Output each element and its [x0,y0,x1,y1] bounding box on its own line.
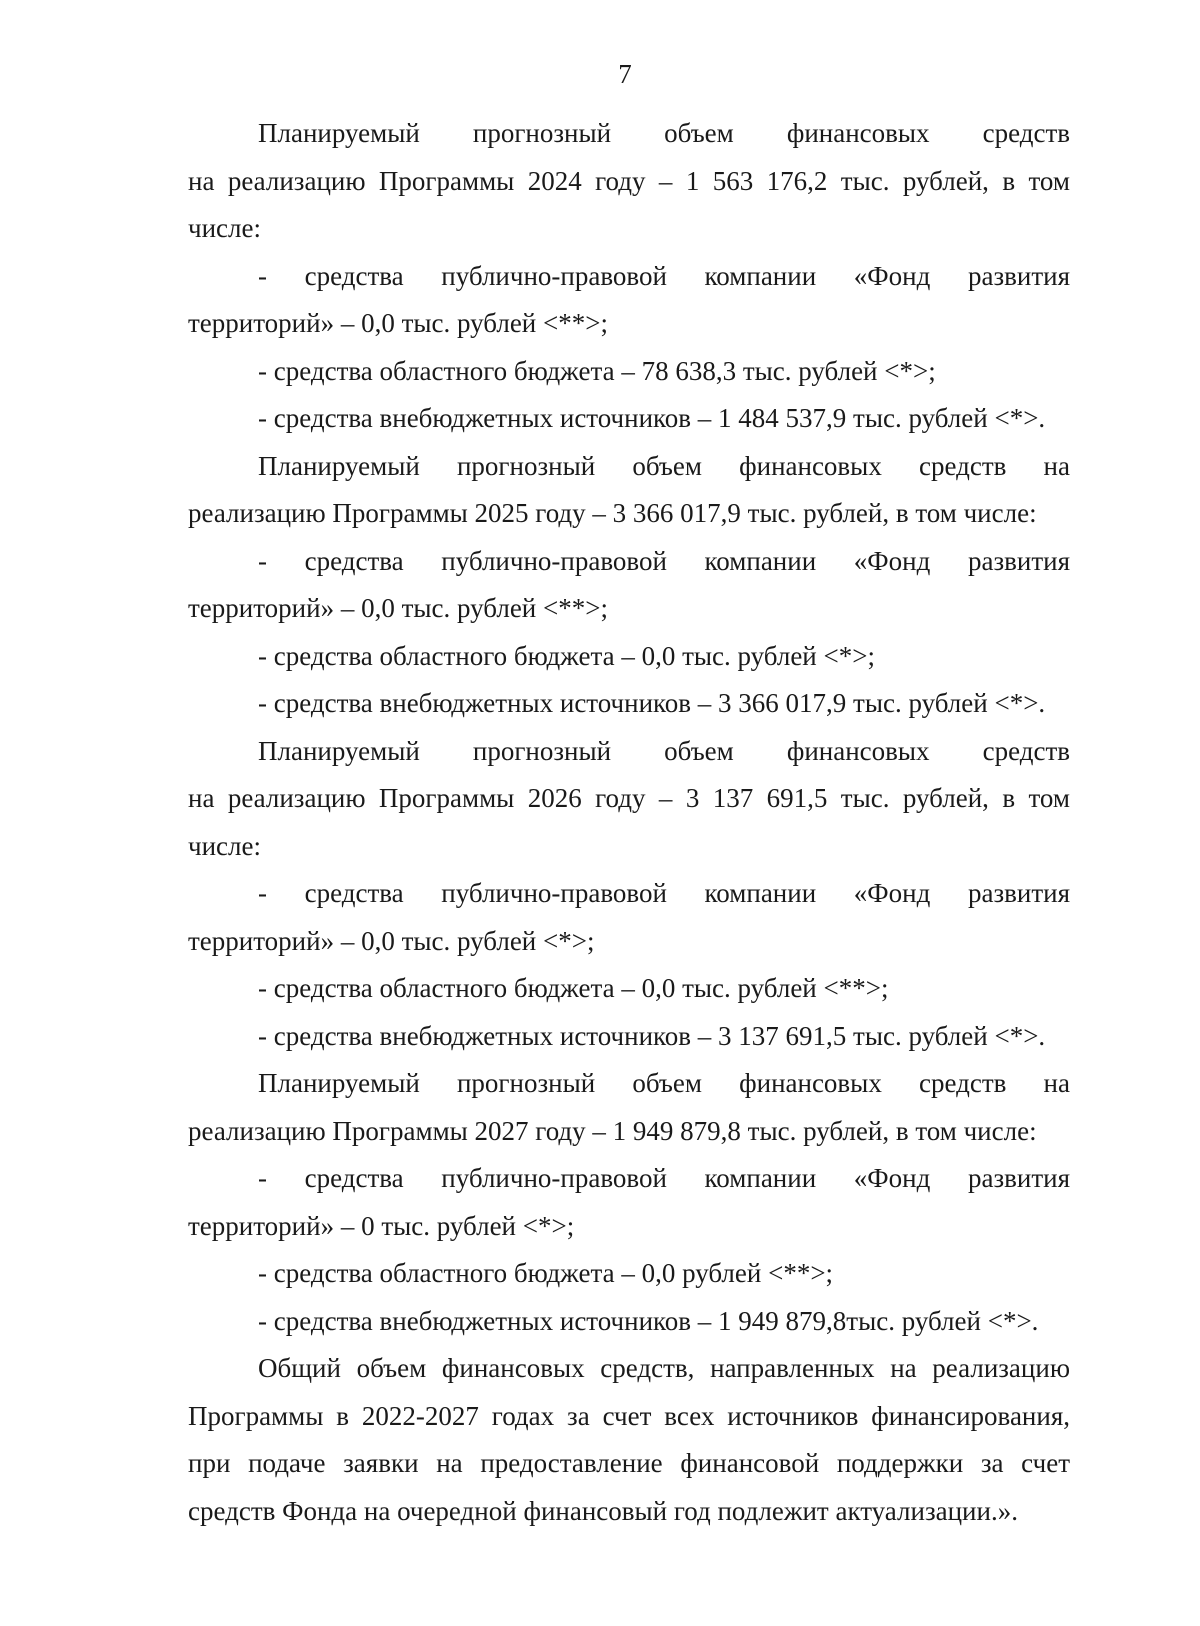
list-item: - средства областного бюджета – 0,0 рублей <**>; [258,1258,834,1288]
list-item-line: - средства публично-правовой компании «Фонд развития [258,545,1070,576]
paragraph-line: при подаче заявки на предоставление финансовой поддержки за счет [188,1448,1070,1478]
paragraph-line: реализацию Программы 2025 году – 3 366 017,9 тыс. рублей, в том числе: [188,498,1037,528]
list-item-line: - средства публично-правовой компании «Фонд развития [258,260,1070,291]
list-item: - средства областного бюджета – 0,0 тыс. рублей <*>; [258,640,875,671]
paragraph-line: реализацию Программы 2027 году – 1 949 879,8 тыс. рублей, в том числе: [188,1115,1037,1146]
list-item-line: территорий» – 0,0 тыс. рублей <**>; [188,308,608,338]
list-item-line: территорий» – 0,0 тыс. рублей <*>; [188,925,595,956]
paragraph-line: числе: [188,830,261,861]
list-item-line: - средства публично-правовой компании «Фонд развития [258,878,1070,908]
paragraph-line: Планируемый прогнозный объем финансовых средств [258,118,1070,148]
paragraph-line: средств Фонда на очередной финансовый год подлежит актуализации.». [188,1495,1018,1526]
paragraph-line: на реализацию Программы 2026 году – 3 137 691,5 тыс. рублей, в том [188,783,1070,813]
list-item: - средства областного бюджета – 0,0 тыс. рублей <**>; [258,973,889,1003]
list-item: - средства внебюджетных источников – 1 484 537,9 тыс. рублей <*>. [258,403,1046,433]
paragraph-2026 [188,728,1070,871]
list-item: - средства внебюджетных источников – 3 137 691,5 тыс. рублей <*>. [258,1020,1046,1051]
document-body [188,110,1070,1535]
list-item [188,253,1070,348]
page-number: 7 [618,59,632,89]
paragraph-line: Программы в 2022-2027 годах за счет всех источников финансирования, [188,1400,1070,1431]
list-item [188,870,1070,965]
paragraph-line: Общий объем финансовых средств, направленных на реализацию [258,1353,1070,1383]
paragraph-2024 [188,110,1070,253]
paragraph-total [188,1345,1070,1535]
list-item: - средства внебюджетных источников – 1 949 879,8тыс. рублей <*>. [258,1305,1039,1336]
list-item: - средства областного бюджета – 78 638,3 тыс. рублей <*>; [258,355,936,386]
paragraph-line: числе: [188,213,261,243]
paragraph-2025 [188,443,1070,538]
list-item-line: - средства публично-правовой компании «Фонд развития [258,1163,1070,1193]
paragraph-line: на реализацию Программы 2024 году – 1 563 176,2 тыс. рублей, в том [188,165,1070,196]
paragraph-line: Планируемый прогнозный объем финансовых средств на [258,450,1070,481]
list-item [188,1155,1070,1250]
paragraph-line: Планируемый прогнозный объем финансовых средств [258,735,1070,766]
list-item [188,538,1070,633]
paragraph-line: Планируемый прогнозный объем финансовых средств на [258,1068,1070,1098]
list-item: - средства внебюджетных источников – 3 366 017,9 тыс. рублей <*>. [258,688,1046,718]
list-item-line: территорий» – 0 тыс. рублей <*>; [188,1210,575,1241]
paragraph-2027 [188,1060,1070,1155]
list-item-line: территорий» – 0,0 тыс. рублей <**>; [188,593,608,623]
